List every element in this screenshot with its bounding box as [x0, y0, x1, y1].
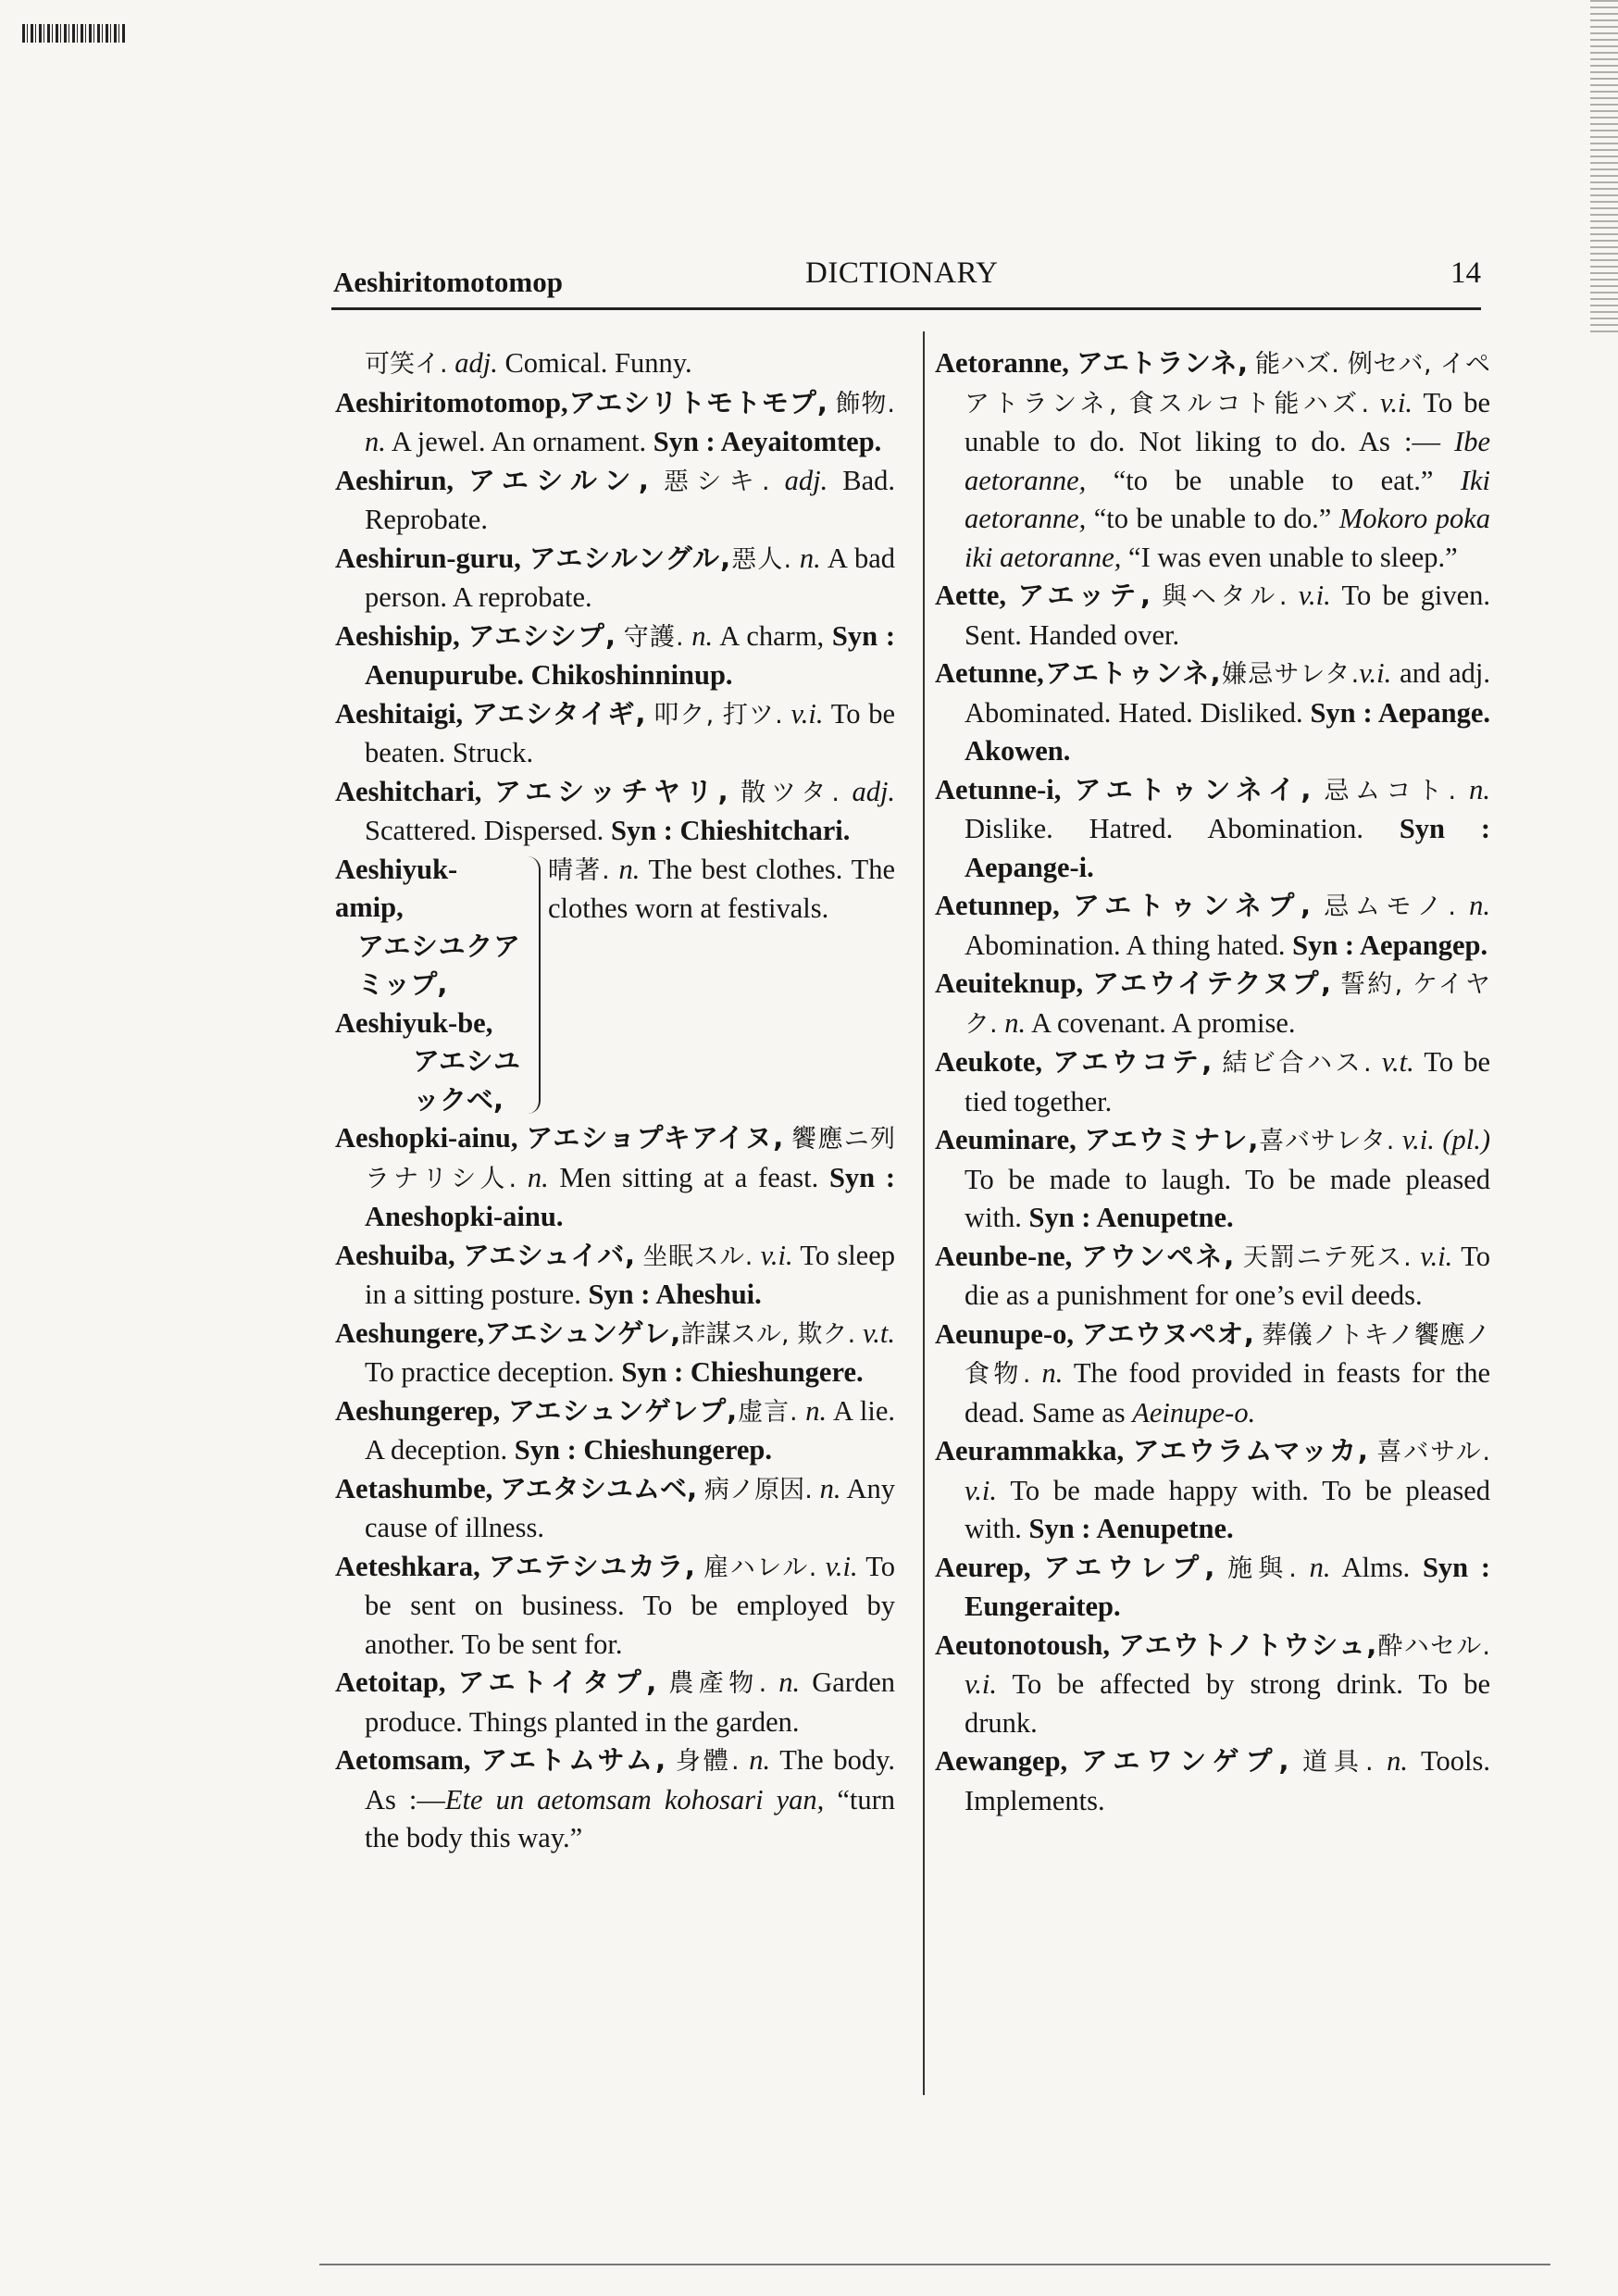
headword: Aeshiyuk-amip,: [335, 853, 458, 923]
dictionary-entry: Aeuminare, アエウミナレ,喜バサレタ. v.i. (pl.) To be made to laugh. To be made pleased with. Syn : Aenupetne.: [935, 1124, 1491, 1233]
synonym: Syn : Aepange. Akowen.: [965, 696, 1490, 767]
grouped-entry: [335, 851, 895, 1120]
dictionary-entry: Aeukote, アエウコテ, 結ビ合ハス. v.t. To be tied together.: [935, 1046, 1491, 1117]
synonym: Syn : Aheshui.: [588, 1279, 762, 1310]
dictionary-entry: 可笑イ. adj. Comical. Funny.: [365, 347, 692, 379]
synonym: Syn : Aenupurube. Chikoshinninup.: [365, 619, 895, 691]
dictionary-entry: Aetoranne, アエトランネ, 能ハズ. 例セバ, イペアトランネ, 食スルコト能ハズ. v.i. To be unable to do. Not liking to do. As :— Ibe aetoranne, “to be unable to eat.” Iki aetoranne, “to be unable to do.” Mokoro poka iki aetoranne, “I was even unable to sleep.”: [935, 347, 1491, 573]
headword: Aetunne,: [935, 657, 1044, 689]
dictionary-entry: Aetomsam, アエトムサム, 身體. n. The body. As :—Ete un aetomsam kohosari yan, “turn the body this way.”: [335, 1744, 895, 1853]
dictionary-entry: Aetashumbe, アエタシユムベ, 病ノ原因. n. Any cause of illness.: [335, 1472, 896, 1543]
page-title: DICTIONARY: [805, 256, 999, 290]
headword: Aeshiship,: [335, 619, 460, 652]
synonym: Syn : Aepangep.: [1292, 929, 1488, 961]
page-header: [333, 255, 1481, 301]
headword: Aewangep,: [935, 1745, 1068, 1777]
dictionary-entry: Aetoitap, アエトイタプ, 農產物. n. Garden produce. Things planted in the garden.: [335, 1666, 895, 1738]
headword: Aeurep,: [935, 1551, 1031, 1583]
dictionary-entry: Aeunupe-o, アエウヌペオ, 葬儀ノトキノ饗應ノ食物. n. The food provided in feasts for the dead. Same as Aeinupe-o.: [935, 1317, 1491, 1429]
headword: Aetunnep,: [935, 890, 1060, 921]
headword: Aeshirun,: [335, 464, 454, 496]
headword: Aeshungere,: [335, 1316, 485, 1349]
headword: Aeshirun-guru,: [335, 542, 521, 574]
dictionary-entry: Aeunbe-ne, アウンペネ, 天罰ニテ死ス. v.i. To die as a punishment for one’s evil deeds.: [935, 1240, 1491, 1311]
grouped-definition: 晴著. n. The best clothes. The clothes worn at festivals.: [548, 853, 895, 924]
dictionary-entry: Aeshungerep, アエシュンゲレプ,虚言. n. A lie. A deception. Syn : Chieshungerep.: [335, 1394, 895, 1466]
headword: Aeshiritomotomop,: [335, 386, 568, 418]
scan-barcode-mark: [22, 24, 126, 43]
example-ainu: Ibe aetoranne,: [965, 426, 1491, 496]
synonym: Syn : Aenupetne.: [1028, 1513, 1234, 1544]
left-column: [335, 344, 895, 1858]
headword: Aetashumbe,: [335, 1472, 493, 1504]
dictionary-entry: Aeshitchari, アエシッチヤリ, 散ツタ. adj. Scattered. Dispersed. Syn : Chieshitchari.: [335, 775, 896, 846]
synonym: Syn : Chieshitchari.: [610, 815, 851, 846]
running-head: Aeshiritomotomop: [333, 266, 563, 298]
brace-mark: [520, 856, 541, 1115]
dictionary-entry: Aeutonotoush, アエウトノトウシュ,酔ハセル. v.i. To be affected by strong drink. To be drunk.: [935, 1628, 1491, 1739]
synonym: Syn : Chieshungere.: [621, 1356, 864, 1388]
example-ainu: Ete un aetomsam kohosari yan,: [444, 1783, 825, 1816]
dictionary-entry: Aewangep, アエワンゲプ, 道具. n. Tools. Implements.: [935, 1745, 1490, 1816]
synonym: Syn : Aenupetne.: [1028, 1202, 1234, 1233]
headword: Aeshitchari,: [335, 775, 482, 807]
headword: Aeshungerep,: [335, 1394, 501, 1427]
dictionary-entry: Aeuiteknup, アエウイテクヌプ, 誓約, ケイヤク. n. A covenant. A promise.: [935, 967, 1491, 1039]
headword: Aeshopki-ainu,: [335, 1122, 518, 1154]
dictionary-entry: Aeshungere,アエシュンゲレ,詐謀スル, 欺ク. v.t. To practice deception. Syn : Chieshungere.: [335, 1316, 896, 1388]
grouped-headwords: Aeshiyuk-amip, アエシユクアミップ, Aeshiyuk-be, アエシユックベ,: [335, 853, 520, 1116]
headword: Aeshuiba,: [335, 1239, 455, 1271]
dictionary-entry: Aetunne,アエトゥンネ,嫌忌サレタ.v.i. and adj. Abominated. Hated. Disliked. Syn : Aepange. Akowen.: [935, 657, 1490, 767]
footer-rule: [319, 2264, 1550, 2265]
synonym: Syn : Chieshungerep.: [514, 1434, 773, 1466]
headword: Aetoitap,: [335, 1666, 446, 1698]
headword: Aeshitaigi,: [335, 697, 464, 730]
example-ainu: Iki aetoranne,: [965, 464, 1491, 534]
headword: Aeteshkara,: [335, 1550, 480, 1582]
dictionary-entry: Aeshuiba, アエシュイバ, 坐眠スル. v.i. To sleep in a sitting posture. Syn : Aheshui.: [335, 1239, 896, 1310]
right-column: [935, 344, 1490, 1820]
example-ainu: Mokoro poka iki aetoranne,: [965, 503, 1491, 573]
page-number: 14: [1450, 256, 1481, 290]
dictionary-entry: Aeurep, アエウレプ, 施與. n. Alms. Syn : Eungeraitep.: [935, 1551, 1491, 1622]
dictionary-entry: Aeshiritomotomop,アエシリトモトモプ, 飾物. n. A jewel. An ornament. Syn : Aeyaitomtep.: [335, 386, 895, 457]
dictionary-entry: Aetunne-i, アエトゥンネイ, 忌ムコト. n. Dislike. Hatred. Abomination. Syn : Aepange-i.: [935, 773, 1491, 883]
example-ainu: Aeinupe-o.: [1132, 1396, 1256, 1429]
dictionary-entry: Aeteshkara, アエテシユカラ, 雇ハレル. v.i. To be sent on business. To be employed by another. To be sent for.: [335, 1550, 895, 1660]
column-divider: [923, 331, 925, 2095]
header-rule: [331, 307, 1481, 310]
headword: Aetoranne,: [935, 347, 1069, 379]
headword: Aetunne-i,: [935, 773, 1062, 805]
headword: Aeshiyuk-be,: [335, 1006, 493, 1039]
headword: Aeurammakka,: [935, 1435, 1125, 1466]
dictionary-entry: Aeshopki-ainu, アエショプキアイヌ, 饗應ニ列ラナリシ人. n. Men sitting at a feast. Syn : Aneshopki-ainu.: [335, 1122, 896, 1232]
headword: Aeunupe-o,: [935, 1317, 1074, 1350]
dictionary-entry: Aeurammakka, アエウラムマッカ, 喜バサル. v.i. To be made happy with. To be pleased with. Syn : Aenupetne.: [935, 1435, 1491, 1544]
dictionary-entry: Aeshirun-guru, アエシルングル,惡人. n. A bad person. A reprobate.: [335, 542, 896, 613]
headword: Aeuiteknup,: [935, 967, 1084, 999]
dictionary-entry: Aeshiship, アエシシプ, 守護. n. A charm, Syn : Aenupurube. Chikoshinninup.: [335, 619, 895, 691]
scan-edge-shadow: [1590, 0, 1618, 333]
dictionary-entry: Aeshitaigi, アエシタイギ, 叩ク, 打ツ. v.i. To be beaten. Struck.: [335, 697, 896, 768]
dictionary-entry: Aette, アエッテ, 與ヘタル. v.i. To be given. Sent. Handed over.: [935, 580, 1491, 651]
synonym: Syn : Aeyaitomtep.: [653, 426, 882, 457]
headword: Aette,: [935, 580, 1007, 611]
dictionary-entry: Aeshirun, アエシルン, 惡シキ. adj. Bad. Reprobate.: [335, 464, 896, 535]
headword: Aeukote,: [935, 1046, 1043, 1078]
headword: Aeutonotoush,: [935, 1628, 1110, 1661]
headword: Aetomsam,: [335, 1744, 471, 1776]
headword: Aeunbe-ne,: [935, 1240, 1073, 1272]
dictionary-entry: Aetunnep, アエトゥンネプ, 忌ムモノ. n. Abomination. A thing hated. Syn : Aepangep.: [935, 890, 1491, 961]
synonym: Syn : Aepange-i.: [965, 813, 1490, 883]
synonym: Syn : Aneshopki-ainu.: [365, 1161, 896, 1232]
synonym: Syn : Eungeraitep.: [965, 1551, 1491, 1622]
headword: Aeuminare,: [935, 1124, 1077, 1155]
